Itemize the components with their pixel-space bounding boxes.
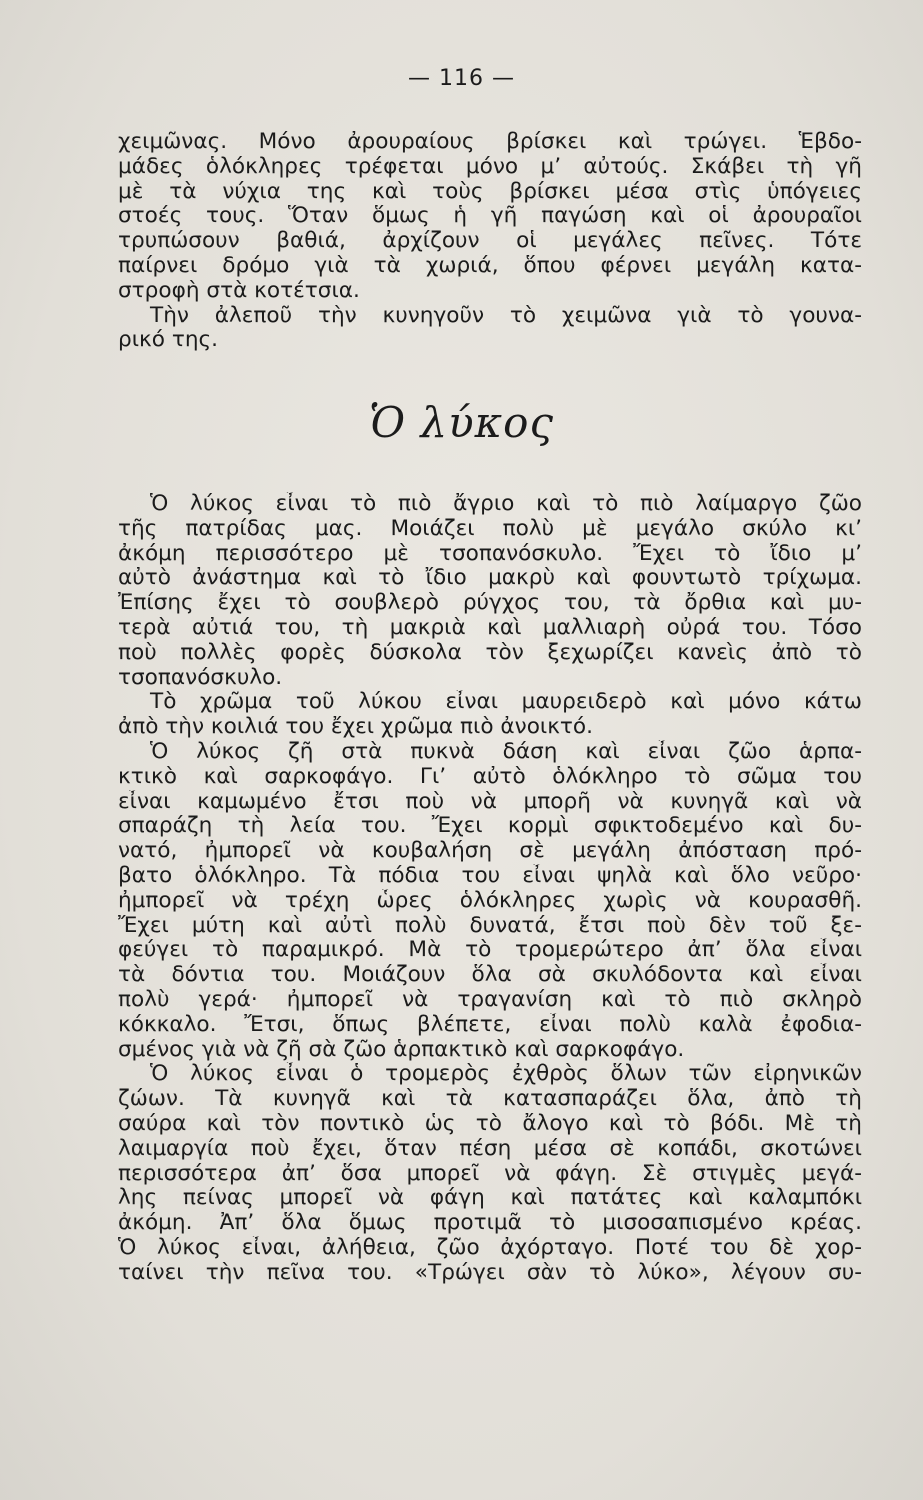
text-line: σπαράζη τὴ λεία του. Ἔχει κορμὶ σφικτοδεμένο καὶ δυ- bbox=[118, 814, 862, 839]
text-line: σμένος γιὰ νὰ ζῆ σὰ ζῶο ἁρπακτικὸ καὶ σαρκοφάγο. bbox=[118, 1037, 685, 1062]
text-line: χειμῶνας. Μόνο ἀρουραίους βρίσκει καὶ τρώγει. Ἑβδο- bbox=[118, 130, 862, 154]
text-line: νατό, ἠμπορεῖ νὰ κουβαλήση σὲ μεγάλη ἀπόσταση πρό- bbox=[118, 839, 862, 864]
text-line: Τὸ χρῶμα τοῦ λύκου εἶναι μαυρειδερὸ καὶ μόνο κάτω bbox=[150, 690, 862, 715]
text-line: Ἔχει μύτη καὶ αὐτὶ πολὺ δυνατά, ἔτσι ποὺ δὲν τοῦ ξε- bbox=[118, 913, 862, 938]
text-line: τῆς πατρίδας μας. Μοιάζει πολὺ μὲ μεγάλο σκύλο κι’ bbox=[118, 516, 862, 541]
text-line: Ὁ λύκος εἶναι τὸ πιὸ ἄγριο καὶ τὸ πιὸ λαίμαργο ζῶο bbox=[150, 492, 862, 516]
text-line: ἀπὸ τὴν κοιλιά του ἔχει χρῶμα πιὸ ἀνοικτό. bbox=[118, 715, 594, 740]
text-line: περισσότερα ἀπ’ ὅσα μπορεῖ νὰ φάγη. Σὲ στιγμὲς μεγά- bbox=[118, 1161, 862, 1186]
text-line: ἀκόμη. Ἀπ’ ὅλα ὅμως προτιμᾶ τὸ μισοσαπισμένο κρέας. bbox=[118, 1211, 862, 1236]
text-line: Ἐπίσης ἔχει τὸ σουβλερὸ ρύγχος του, τὰ ὄρθια καὶ μυ- bbox=[118, 591, 862, 616]
text-line: κτικὸ καὶ σαρκοφάγο. Γι’ αὐτὸ ὁλόκληρο τὸ σῶμα του bbox=[118, 764, 862, 789]
text-line: φεύγει τὸ παραμικρό. Μὰ τὸ τρομερώτερο ἀπ’ ὅλα εἶναι bbox=[118, 938, 862, 963]
text-line: Τὴν ἀλεποῦ τὴν κυνηγοῦν τὸ χειμῶνα γιὰ τὸ γουνα- bbox=[150, 303, 862, 328]
text-line: Ὁ λύκος εἶναι, ἀλήθεια, ζῶο ἀχόρταγο. Ποτέ του δὲ χορ- bbox=[118, 1235, 862, 1260]
text-line: Ὁ λύκος εἶναι ὁ τρομερὸς ἐχθρὸς ὅλων τῶν εἰρηνικῶν bbox=[150, 1062, 862, 1087]
text-line: λαιμαργία ποὺ ἔχει, ὅταν πέση μέσα σὲ κοπάδι, σκοτώνει bbox=[118, 1136, 862, 1161]
text-line: Ὁ λύκος ζῆ στὰ πυκνὰ δάση καὶ εἶναι ζῶο ἁρπα- bbox=[150, 739, 862, 764]
text-line: ζώων. Τὰ κυνηγᾶ καὶ τὰ κατασπαράζει ὅλα, ἀπὸ τὴ bbox=[118, 1087, 862, 1112]
text-line: στροφὴ στὰ κοτέτσια. bbox=[118, 278, 360, 303]
text-line: σαύρα καὶ τὸν ποντικὸ ὡς τὸ ἄλογο καὶ τὸ βόδι. Μὲ τὴ bbox=[118, 1111, 862, 1136]
text-line: μὲ τὰ νύχια της καὶ τοὺς βρίσκει μέσα στὶς ὑπόγειες bbox=[118, 179, 862, 204]
text-line: παίρνει δρόμο γιὰ τὰ χωριά, ὅπου φέρνει μεγάλη κατα- bbox=[118, 253, 862, 278]
text-line: τερὰ αὐτιά του, τὴ μακριὰ καὶ μαλλιαρὴ οὐρά του. Τόσο bbox=[118, 615, 862, 640]
text-line: αὐτὸ ἀνάστημα καὶ τὸ ἴδιο μακρὺ καὶ φουντωτὸ τρίχωμα. bbox=[118, 566, 862, 591]
text-line: πολὺ γερά· ἠμπορεῖ νὰ τραγανίση καὶ τὸ πιὸ σκληρὸ bbox=[118, 987, 862, 1012]
text-line: εἶναι καμωμένο ἔτσι ποὺ νὰ μπορῆ νὰ κυνηγᾶ καὶ νὰ bbox=[118, 789, 862, 814]
paragraph-fox-winter bbox=[118, 130, 862, 353]
text-line: λης πείνας μπορεῖ νὰ φάγη καὶ πατάτες καὶ καλαμπόκι bbox=[118, 1186, 862, 1211]
text-line: μάδες ὁλόκληρες τρέφεται μόνο μ’ αὐτούς. Σκάβει τὴ γῆ bbox=[118, 154, 862, 179]
section-heading: Ὁ λύκος bbox=[369, 398, 554, 447]
text-line: στοές τους. Ὅταν ὅμως ἡ γῆ παγώση καὶ οἱ ἀρουραῖοι bbox=[118, 204, 862, 229]
text-line: ἠμπορεῖ νὰ τρέχη ὧρες ὁλόκληρες χωρὶς νὰ κουρασθῆ. bbox=[118, 888, 862, 913]
text-line: ποὺ πολλὲς φορὲς δύσκολα τὸν ξεχωρίζει κανεὶς ἀπὸ τὸ bbox=[118, 640, 862, 665]
text-line: ρικό της. bbox=[118, 328, 219, 353]
text-line: τρυπώσουν βαθιά, ἀρχίζουν οἱ μεγάλες πεῖνες. Τότε bbox=[118, 229, 862, 254]
section-wolf-body bbox=[118, 492, 862, 1286]
text-line: ταίνει τὴν πεῖνα του. «Τρώγει σὰν τὸ λύκο», λέγουν συ- bbox=[118, 1260, 862, 1285]
text-line: ἀκόμη περισσότερο μὲ τσοπανόσκυλο. Ἔχει τὸ ἴδιο μ’ bbox=[118, 541, 862, 566]
text-line: κόκκαλο. Ἔτσι, ὅπως βλέπετε, εἶναι πολὺ καλὰ ἐφοδια- bbox=[118, 1012, 862, 1037]
text-line: τὰ δόντια του. Μοιάζουν ὅλα σὰ σκυλόδοντα καὶ εἶναι bbox=[118, 963, 862, 988]
page-number: — 116 — bbox=[408, 66, 515, 91]
text-line: βατο ὁλόκληρο. Τὰ πόδια του εἶναι ψηλὰ καὶ ὅλο νεῦρο· bbox=[118, 863, 862, 888]
text-line: τσοπανόσκυλο. bbox=[118, 665, 283, 690]
